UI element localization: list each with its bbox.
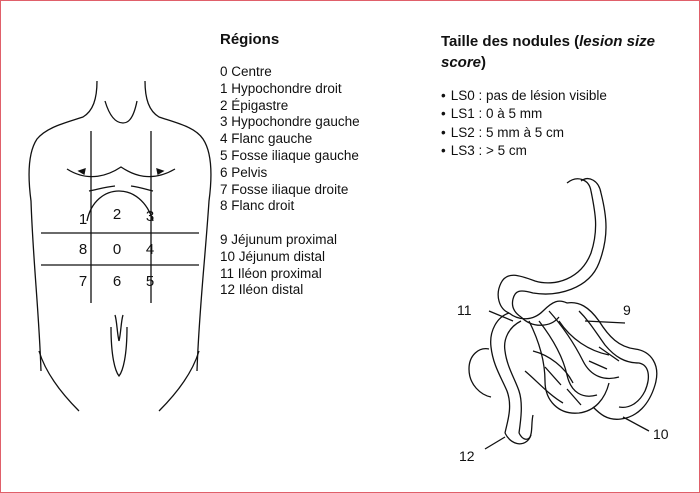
lesion-size-heading-italic: lesion size score xyxy=(441,33,655,71)
region-label-3: 3 xyxy=(145,208,155,225)
region-item: 8 Flanc droit xyxy=(220,198,295,214)
region-label-8: 8 xyxy=(78,241,88,258)
region-label-4: 4 xyxy=(145,241,155,258)
lesion-size-heading xyxy=(441,31,691,73)
region-item: 3 Hypochondre gauche xyxy=(220,114,360,130)
regions-heading: Régions xyxy=(220,31,280,48)
region-item: 9 Jéjunum proximal xyxy=(220,232,338,247)
region-item: 2 Épigastre xyxy=(220,97,289,113)
region-item: 5 Fosse iliaque gauche xyxy=(220,147,359,163)
lesion-size-heading-close: ) xyxy=(481,54,487,71)
lesion-score-item: • LS2 : 5 mm à 5 cm xyxy=(441,124,607,142)
region-item: 7 Fosse iliaque droite xyxy=(220,181,349,197)
region-label-0: 0 xyxy=(112,241,122,258)
small-bowel-regions-list xyxy=(220,232,337,299)
intestine-label-12: 12 xyxy=(459,448,475,464)
region-label-2: 2 xyxy=(112,206,122,223)
region-item: 11 Iléon proximal xyxy=(220,265,322,281)
region-item: 4 Flanc gauche xyxy=(220,131,313,147)
small-intestine-diagram xyxy=(449,171,679,471)
region-item: 1 Hypochondre droit xyxy=(220,80,342,96)
region-item: 6 Pelvis xyxy=(220,164,268,180)
region-label-5: 5 xyxy=(145,273,155,290)
lesion-score-item: • LS1 : 0 à 5 mm xyxy=(441,105,607,123)
region-label-6: 6 xyxy=(112,273,122,290)
region-label-1: 1 xyxy=(78,211,88,228)
region-item: 10 Jéjunum distal xyxy=(220,248,326,264)
regions-list xyxy=(220,64,360,215)
region-item: 12 Iléon distal xyxy=(220,282,304,298)
intestine-label-11: 11 xyxy=(457,302,472,318)
region-label-7: 7 xyxy=(78,273,88,290)
region-item: 0 Centre xyxy=(220,64,272,79)
intestine-label-9: 9 xyxy=(623,302,631,318)
lesion-score-item: • LS0 : pas de lésion visible xyxy=(441,87,607,105)
lesion-score-list xyxy=(441,87,607,161)
lesion-size-heading-text: Taille des nodules ( xyxy=(441,33,580,50)
intestine-label-10: 10 xyxy=(653,426,669,442)
lesion-score-item: • LS3 : > 5 cm xyxy=(441,142,607,160)
abdomen-region-diagram xyxy=(19,71,219,421)
